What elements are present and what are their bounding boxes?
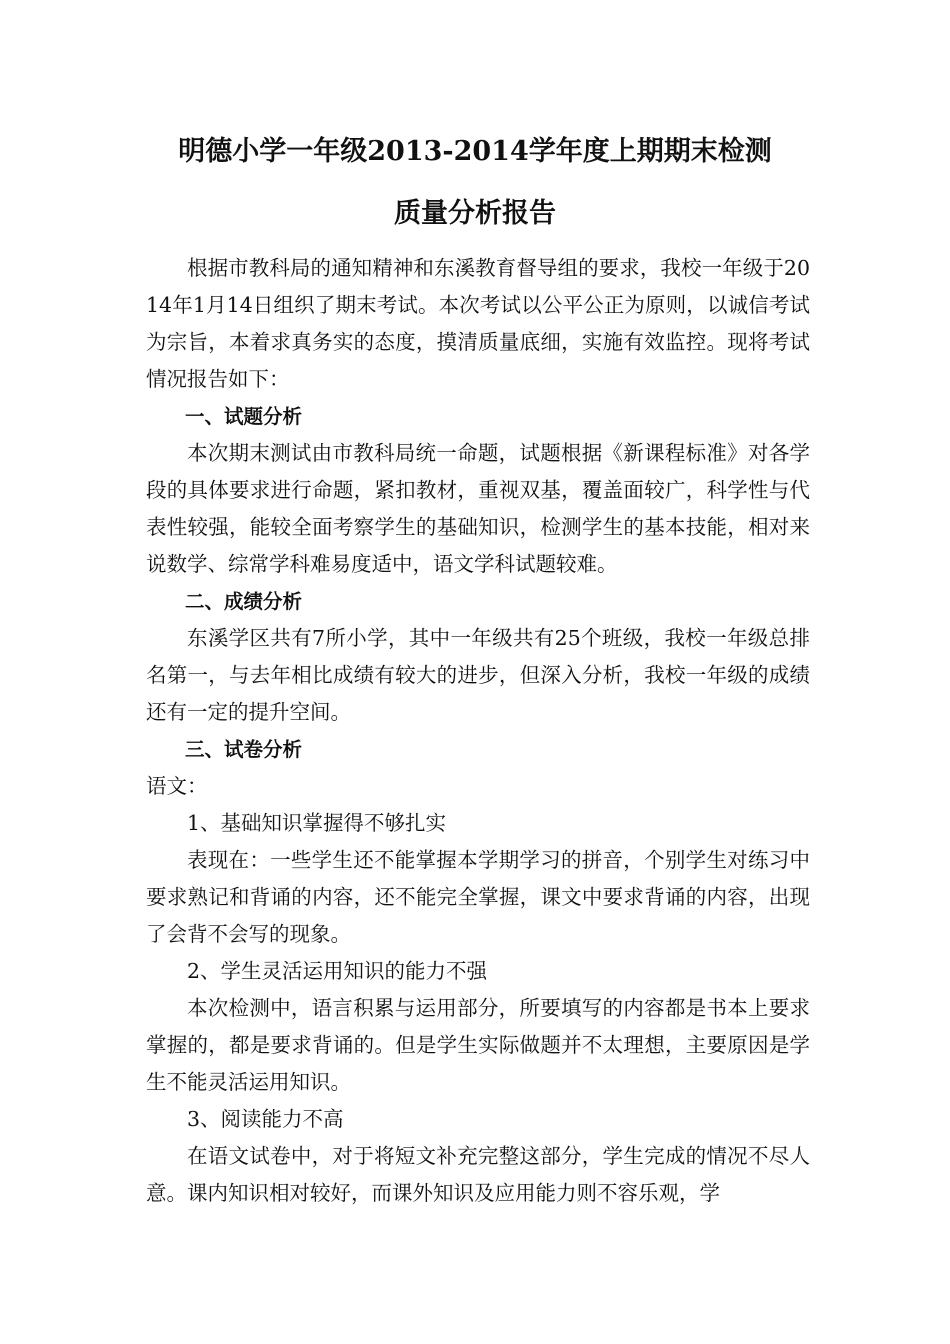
item-title: 3、阅读能力不高 <box>187 1107 344 1131</box>
document-title-line-2: 质量分析报告 <box>394 198 556 229</box>
score-analysis-paragraph: 东溪学区共有7所小学，其中一年级共有25个班级，我校一年级总排名第一，与去年相比成绩有较大的进步，但深入分析，我校一年级的成绩还有一定的提升空间。 <box>146 626 810 724</box>
item-title: 1、基础知识掌握得不够扎实 <box>187 811 447 835</box>
question-analysis-paragraph: 本次期末测试由市教科局统一命题，试题根据《新课程标准》对各学段的具体要求进行命题，紧扣教材，重视双基，覆盖面较广，科学性与代表性较强，能较全面考察学生的基础知识，检测学生的基本技能，相对来说数学、综常学科难易度适中，语文学科试题较难。 <box>146 441 810 576</box>
section-heading-paper-analysis: 三、试卷分析 <box>185 738 303 761</box>
intro-paragraph: 根据市教科局的通知精神和东溪教育督导组的要求，我校一年级于2014年1月14日组织了期末考试。本次考试以公平公正为原则，以诚信考试为宗旨，本着求真务实的态度，摸清质量底细，实施有效监控。现将考试情况报告如下： <box>146 256 810 391</box>
item-title: 2、学生灵活运用知识的能力不强 <box>187 959 488 983</box>
subject-label-chinese: 语文： <box>146 774 208 798</box>
item-paragraph: 表现在：一些学生还不能掌握本学期学习的拼音，个别学生对练习中要求熟记和背诵的内容，还不能完全掌握，课文中要求背诵的内容，出现了会背不会写的现象。 <box>146 848 810 946</box>
document-title-line-1: 明德小学一年级2013-2014学年度上期期末检测 <box>178 136 772 167</box>
item-paragraph: 在语文试卷中，对于将短文补充完整这部分，学生完成的情况不尽人意。课内知识相对较好，而课外知识及应用能力则不容乐观，学 <box>146 1144 810 1205</box>
item-paragraph: 本次检测中，语言积累与运用部分，所要填写的内容都是书本上要求掌握的，都是要求背诵的。但是学生实际做题并不太理想，主要原因是学生不能灵活运用知识。 <box>146 996 810 1094</box>
section-heading-question-analysis: 一、试题分析 <box>185 405 303 428</box>
document-body <box>146 250 810 1212</box>
section-heading-score-analysis: 二、成绩分析 <box>185 590 303 613</box>
